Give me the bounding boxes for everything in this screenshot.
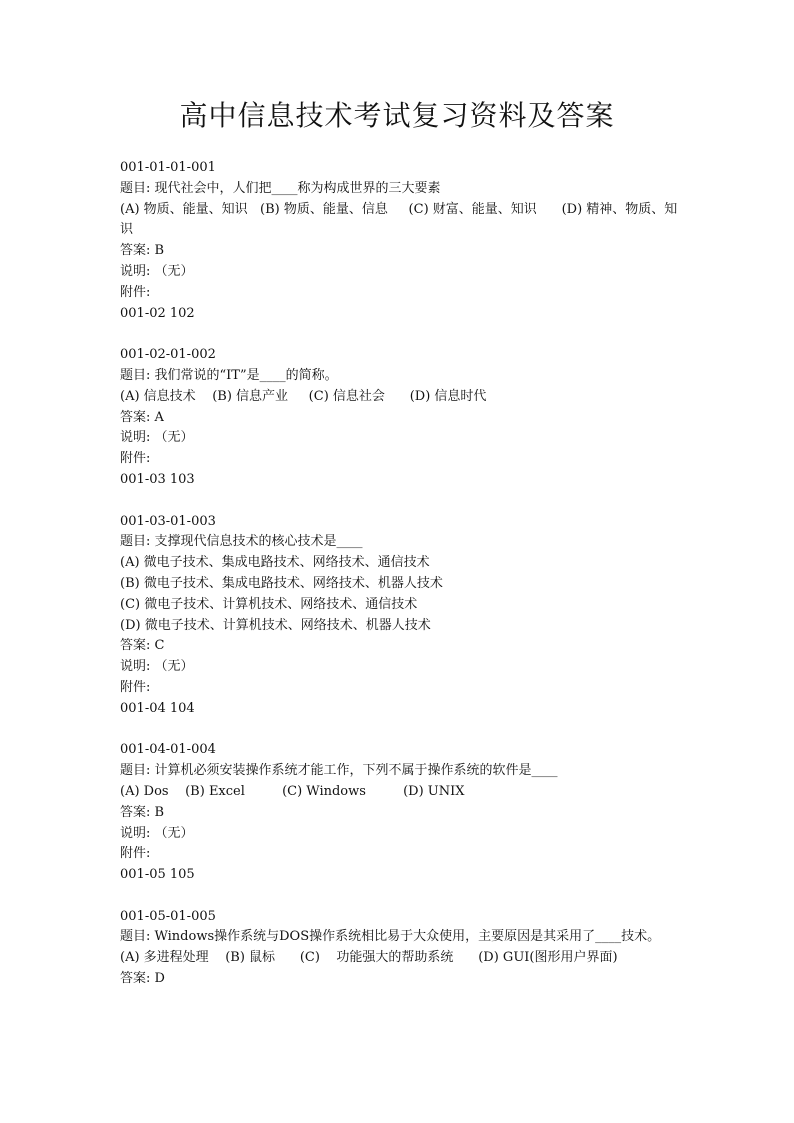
document-title: 高中信息技术考试复习资料及答案 (179, 99, 615, 132)
question-answer: 答案: B (120, 804, 165, 820)
question-option-b: (B) 微电子技术、集成电路技术、网络技术、机器人技术 (120, 575, 443, 591)
question-options: (A) 多进程处理 (B) 鼠标 (C) 功能强大的帮助系统 (D) GUI(图形用户界面) (120, 950, 618, 966)
question-text: 题目: Windows操作系统与DOS操作系统相比易于大众使用，主要原因是其采用了____技术。 (120, 929, 661, 945)
question-id: 001-05-01-005 (120, 908, 216, 924)
questions-list (120, 158, 680, 1011)
question-id: 001-01-01-001 (120, 160, 216, 175)
question-text: 题目: 计算机必须安装操作系统才能工作，下列不属于操作系统的软件是____ (120, 763, 558, 779)
question-text: 题目: 支撑现代信息技术的核心技术是____ (120, 534, 363, 550)
question-option-d: (D) 微电子技术、计算机技术、网络技术、机器人技术 (120, 617, 431, 633)
question-note: 说明: （无） (120, 659, 194, 675)
question-ref: 001-04 104 (120, 700, 195, 716)
question-id: 001-04-01-004 (120, 742, 216, 758)
question-text: 题目: 现代社会中，人们把____称为构成世界的三大要素 (120, 180, 441, 196)
question-attachment: 附件: (120, 284, 151, 300)
question-answer: 答案: D (120, 971, 165, 987)
question-answer: 答案: A (120, 409, 164, 425)
question-ref: 001-02 102 (120, 305, 195, 321)
question-options: (A) 信息技术 (B) 信息产业 (C) 信息社会 (D) 信息时代 (120, 388, 487, 404)
question-block (120, 740, 680, 886)
question-attachment: 附件: (120, 846, 151, 862)
question-attachment: 附件: (120, 451, 151, 467)
question-block (120, 158, 680, 324)
question-option-a: (A) 微电子技术、集成电路技术、网络技术、通信技术 (120, 555, 430, 571)
question-answer: 答案: C (120, 638, 165, 654)
question-note: 说明: （无） (120, 825, 194, 841)
question-text: 题目: 我们常说的“IT”是____的简称。 (120, 367, 338, 383)
question-option-c: (C) 微电子技术、计算机技术、网络技术、通信技术 (120, 596, 418, 612)
question-block (120, 345, 680, 491)
question-id: 001-03-01-003 (120, 513, 216, 529)
question-block (120, 512, 680, 720)
question-ref: 001-05 105 (120, 867, 195, 883)
question-block (120, 907, 680, 990)
question-note: 说明: （无） (120, 430, 194, 446)
question-ref: 001-03 103 (120, 471, 195, 487)
question-attachment: 附件: (120, 679, 151, 695)
question-note: 说明: （无） (120, 263, 194, 279)
question-options: (A) 物质、能量、知识 (B) 物质、能量、信息 (C) 财富、能量、知识 (D) 精神、物质、知识 (120, 201, 678, 238)
question-id: 001-02-01-002 (120, 347, 216, 363)
question-options: (A) Dos (B) Excel (C) Windows (D) UNIX (120, 783, 465, 799)
question-answer: 答案: B (120, 243, 165, 259)
